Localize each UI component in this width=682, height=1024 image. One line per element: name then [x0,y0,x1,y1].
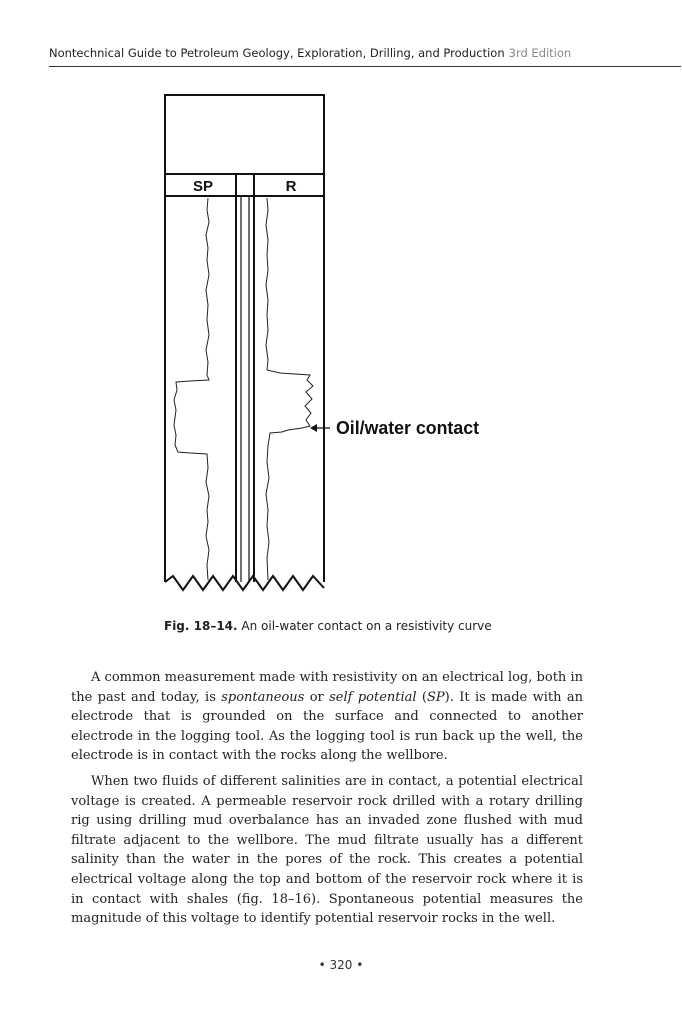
p1-text-a: A common measurement made with resistivity on an electrical log, both in the past and today, is [71,670,583,705]
r-track-label: R [285,178,297,195]
resistivity-log-figure [150,90,490,620]
page-number: • 320 • [318,958,364,972]
paragraph-1 [71,668,583,766]
edition-label: 3rd Edition [508,46,572,60]
sp-track-label: SP [192,178,214,195]
p1-term-spontaneous: spontaneous [221,689,305,705]
figure-number: Fig. 18–14. [164,619,238,633]
log-break-line [165,576,324,590]
figure-caption [164,619,584,633]
log-header-box [165,95,324,174]
p1-text-d: ). It is made with an electrode that is grounded on the surface and connected to another electrode in the logging tool. As the logging tool is run back up the well, the electrode is in contact with the rocks along the wellbore. [71,689,583,764]
oil-water-contact-label: Oil/water contact [336,418,479,438]
p1-abbr-sp: SP [427,689,445,705]
annotation-arrowhead [310,424,317,432]
paragraph-2: When two fluids of different salinities are in contact, a potential electrical voltage is created. A permeable reservoir rock drilled with a rotary drilling rig using drilling mud overbalance has an invaded zone flushed with mud filtrate adjacent to the wellbore. The mud filtrate usually has a different salinity than the water in the pores of the rock. This creates a potential electrical voltage along the top and bottom of the reservoir rock where it is in contact with shales (fig. 18–16). Spontaneous potential measures the magnitude of this voltage to identify potential reservoir rocks in the well. [71,773,583,927]
log-diagram [150,90,490,620]
sp-curve [174,198,209,580]
figure-caption-text: An oil-water contact on a resistivity curve [237,619,492,633]
p1-term-self-potential: self potential [329,689,417,705]
p1-text-b: or [304,689,330,705]
book-title: Nontechnical Guide to Petroleum Geology, Exploration, Drilling, and Production [49,46,505,60]
p1-text-c: ( [416,689,427,705]
running-header [49,46,681,67]
body-text [71,668,583,935]
resistivity-curve [266,198,313,580]
